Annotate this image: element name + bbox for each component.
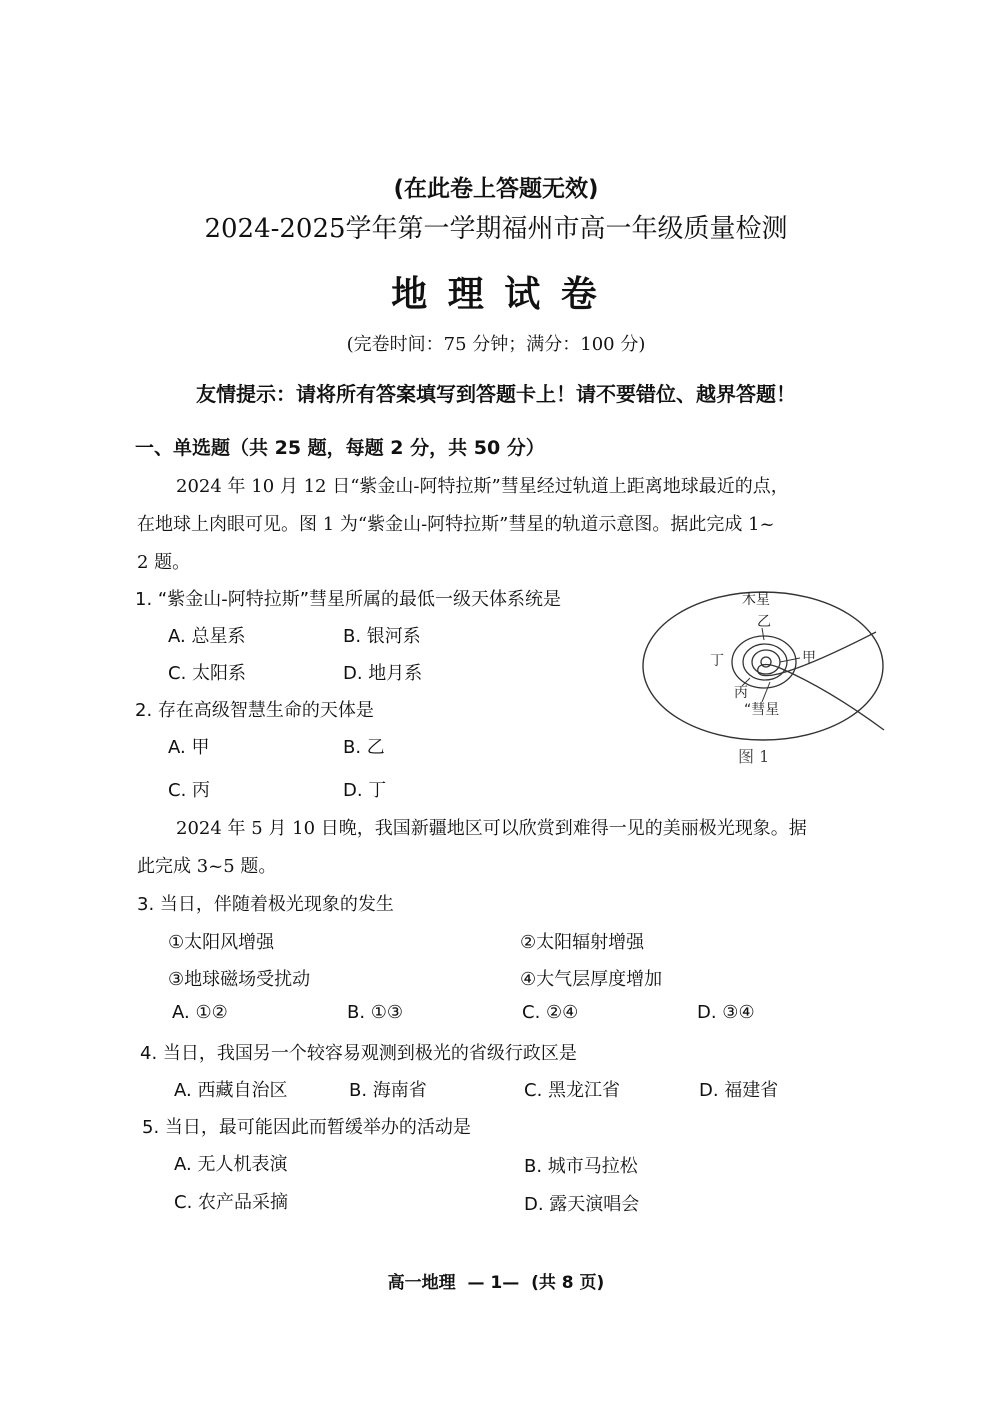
q3-item4: ④大气层厚度增加 bbox=[520, 969, 663, 990]
passage1-line3: 2 题。 bbox=[137, 552, 191, 573]
orbit-jia bbox=[752, 650, 780, 674]
q1-stem: 1. “紫金山-阿特拉斯”彗星所属的最低一级天体系统是 bbox=[135, 589, 562, 610]
passage1-line1: 2024 年 10 月 12 日“紫金山-阿特拉斯”彗星经过轨道上距离地球最近的点， bbox=[176, 476, 789, 497]
label-jia: 甲 bbox=[802, 650, 816, 666]
label-comet: “彗星 bbox=[744, 702, 780, 718]
q4-stem: 4. 当日，我国另一个较容易观测到极光的省级行政区是 bbox=[140, 1043, 577, 1064]
q3-option-c: C. ②④ bbox=[522, 1002, 579, 1023]
q4-option-a: A. 西藏自治区 bbox=[174, 1080, 288, 1101]
time-info: (完卷时间：75 分钟；满分：100 分) bbox=[346, 334, 646, 355]
q1-option-a: A. 总星系 bbox=[168, 626, 246, 647]
leader-jia bbox=[780, 658, 800, 662]
friendly-reminder: 友情提示：请将所有答案填写到答题卡上！请不要错位、越界答题！ bbox=[196, 382, 796, 406]
q1-option-c: C. 太阳系 bbox=[168, 663, 247, 684]
q3-item1: ①太阳风增强 bbox=[168, 932, 275, 953]
label-jupiter: 木星 bbox=[742, 592, 770, 608]
leader-comet bbox=[762, 682, 770, 702]
q2-option-b: B. 乙 bbox=[343, 737, 385, 758]
q3-option-b: B. ①③ bbox=[347, 1002, 404, 1023]
q3-option-a: A. ①② bbox=[172, 1002, 228, 1023]
q2-option-c: C. 丙 bbox=[168, 780, 211, 801]
label-ding: 丁 bbox=[710, 653, 724, 669]
q4-option-c: C. 黑龙江省 bbox=[524, 1080, 621, 1101]
section-title: 一、单选题（共 25 题，每题 2 分，共 50 分） bbox=[135, 437, 545, 459]
label-bing: 丙 bbox=[734, 685, 748, 701]
q3-item2: ②太阳辐射增强 bbox=[520, 932, 645, 953]
q1-option-b: B. 银河系 bbox=[343, 626, 421, 647]
q4-option-b: B. 海南省 bbox=[349, 1080, 427, 1101]
q5-option-d: D. 露天演唱会 bbox=[524, 1194, 640, 1215]
orbit-diagram-svg bbox=[638, 586, 888, 771]
q2-stem: 2. 存在高级智慧生命的天体是 bbox=[135, 700, 374, 721]
q3-option-d: D. ③④ bbox=[697, 1002, 755, 1023]
q1-option-d: D. 地月系 bbox=[343, 663, 423, 684]
invalid-notice: (在此卷上答题无效) bbox=[393, 176, 599, 202]
figure1-caption: 图 1 bbox=[738, 747, 770, 766]
q5-option-b: B. 城市马拉松 bbox=[524, 1156, 638, 1177]
label-yi: 乙 bbox=[757, 614, 771, 630]
q2-option-d: D. 丁 bbox=[343, 780, 387, 801]
q2-option-a: A. 甲 bbox=[168, 737, 210, 758]
subject-title: 地 理 试 卷 bbox=[391, 274, 601, 315]
q3-stem: 3. 当日，伴随着极光现象的发生 bbox=[137, 894, 394, 915]
figure1-comet-orbit-diagram bbox=[638, 586, 888, 771]
q5-stem: 5. 当日，最可能因此而暂缓举办的活动是 bbox=[142, 1117, 471, 1138]
q3-item3: ③地球磁场受扰动 bbox=[168, 969, 311, 990]
passage2-line1: 2024 年 5 月 10 日晚，我国新疆地区可以欣赏到难得一见的美丽极光现象。据 bbox=[176, 818, 807, 839]
passage1-line2: 在地球上肉眼可见。图 1 为“紫金山-阿特拉斯”彗星的轨道示意图。据此完成 1~ bbox=[137, 514, 775, 535]
exam-title: 2024-2025学年第一学期福州市高一年级质量检测 bbox=[204, 214, 788, 244]
passage2-line2: 此完成 3~5 题。 bbox=[137, 856, 277, 877]
q5-option-a: A. 无人机表演 bbox=[174, 1154, 288, 1175]
page-footer: 高一地理 — 1— (共 8 页) bbox=[387, 1273, 605, 1293]
q5-option-c: C. 农产品采摘 bbox=[174, 1192, 289, 1213]
q4-option-d: D. 福建省 bbox=[699, 1080, 779, 1101]
